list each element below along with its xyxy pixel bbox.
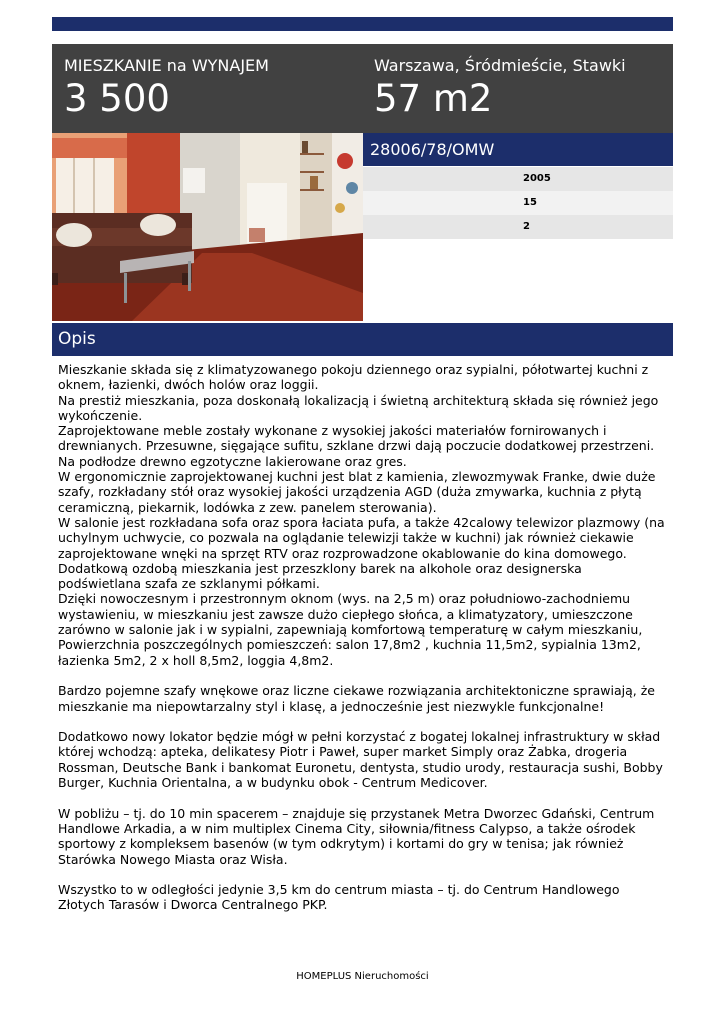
listing-area: 57 m2 (374, 77, 493, 120)
listing-description: Mieszkanie składa się z klimatyzowanego pokoju dziennego oraz sypialni, półotwartej kuchni z oknem, łazienki, dwóch holów oraz loggii. Na prestiż mieszkania, poza doskonałą lokalizacją i świetną architekturą składa się również jego wykończenie. Zaprojektowane meble zostały wykonane z wysokiej jakości materiałów fornirowanych i drewnianych. Przesuwne, sięgające sufitu, szklane drzwi dają poczucie dodatkowej przestrzeni. Na podłodze drewno egzotyczne lakierowane oraz gres. W ergonomicznie zaprojektowanej kuchni jest blat z kamienia, zlewozmywak Franke, dwie duże szafy, rozkładany stół oraz wysokiej jakości urządzenia AGD (duża zmywarka, kuchnia z płytą ceramiczną, piekarnik, lodówka z zew. panelem sterowania). W salonie jest rozkładana sofa oraz spora łaciata pufa, a także 42calowy telewizor plazmowy (na uchylnym uchwycie, co pozwala na oglądanie telewizji także w kuchni) jak również ciekawie zaprojektowane wnęki na sprzęt RTV oraz rozprowadzone okablowanie do kina domowego. Dodatkową ozdobą mieszkania jest przeszklony barek na alkohole oraz designerska podświetlana szafa ze szklanymi półkami. Dzięki nowoczesnym i przestronnym oknom (wys. na 2,5 m) oraz południowo-zachodniemu wystawieniu, w mieszkaniu jest zawsze dużo ciepłego słońca, a klimatyzatory, umieszczone zarówno w salonie jak i w sypialni, zapewniają komfortową temperaturę w całym mieszkaniu, Powierzchnia poszczególnych pomieszczeń: salon 17,8m2 , kuchnia 11,5m2, sypialnia 13m2, łazienka 5m2, 2 x holl 8,5m2, loggia 4,8m2. Bardzo pojemne szafy wnękowe oraz liczne ciekawe rozwiązania architektoniczne sprawiają, że mieszkanie ma niepowtarzalny styl i klasę, a jednocześnie jest niezwykle funkcjonalne! Dodatkowo nowy lokator będzie mógł w pełni korzystać z bogatej lokalnej infrastruktury w skład której wchodzą: apteka, delikatesy Piotr i Paweł, super market Simply oraz Żabka, drogeria Rossman, Deutsche Bank i bankomat Euronetu, dentysta, studio urody, restauracja sushi, Bobby Burger, Kuchnia Orientalna, a w budynku obok - Centrum Medicover. W pobliżu – tj. do 10 min spacerem – znajduje się przystanek Metra Dworzec Gdański, Centrum Handlowe Arkadia, a w nim multiplex Cinema City, siłownia/fitness Calypso, a także ośrodek sportowy z kompleksem basenów (w tym odkrytym) i kortami do gry w tenisa; jak również Starówka Nowego Miasta oraz Wisła. Wszystko to w odległości jedynie 3,5 km do centrum miasta – tj. do Centrum Handlowego Złotych Tarasów i Dworca Centralnego PKP. (58, 362, 665, 913)
detail-row: 15 (363, 191, 673, 215)
apartment-photo (52, 133, 363, 321)
listing-reference: 28006/78/OMW (363, 133, 673, 166)
detail-row: 2 (363, 215, 673, 239)
listing-location: Warszawa, Śródmieście, Stawki (374, 56, 626, 75)
listing-header (52, 44, 673, 133)
header-right (374, 56, 626, 120)
listing-price: 3 500 (64, 77, 170, 120)
listing-type: MIESZKANIE na WYNAJEM (64, 56, 269, 75)
footer-agency: HOMEPLUS Nieruchomości (296, 971, 429, 982)
header-left (64, 56, 269, 120)
top-accent-bar (52, 17, 673, 31)
detail-row: 2005 (363, 167, 673, 191)
section-title: Opis (52, 323, 673, 356)
